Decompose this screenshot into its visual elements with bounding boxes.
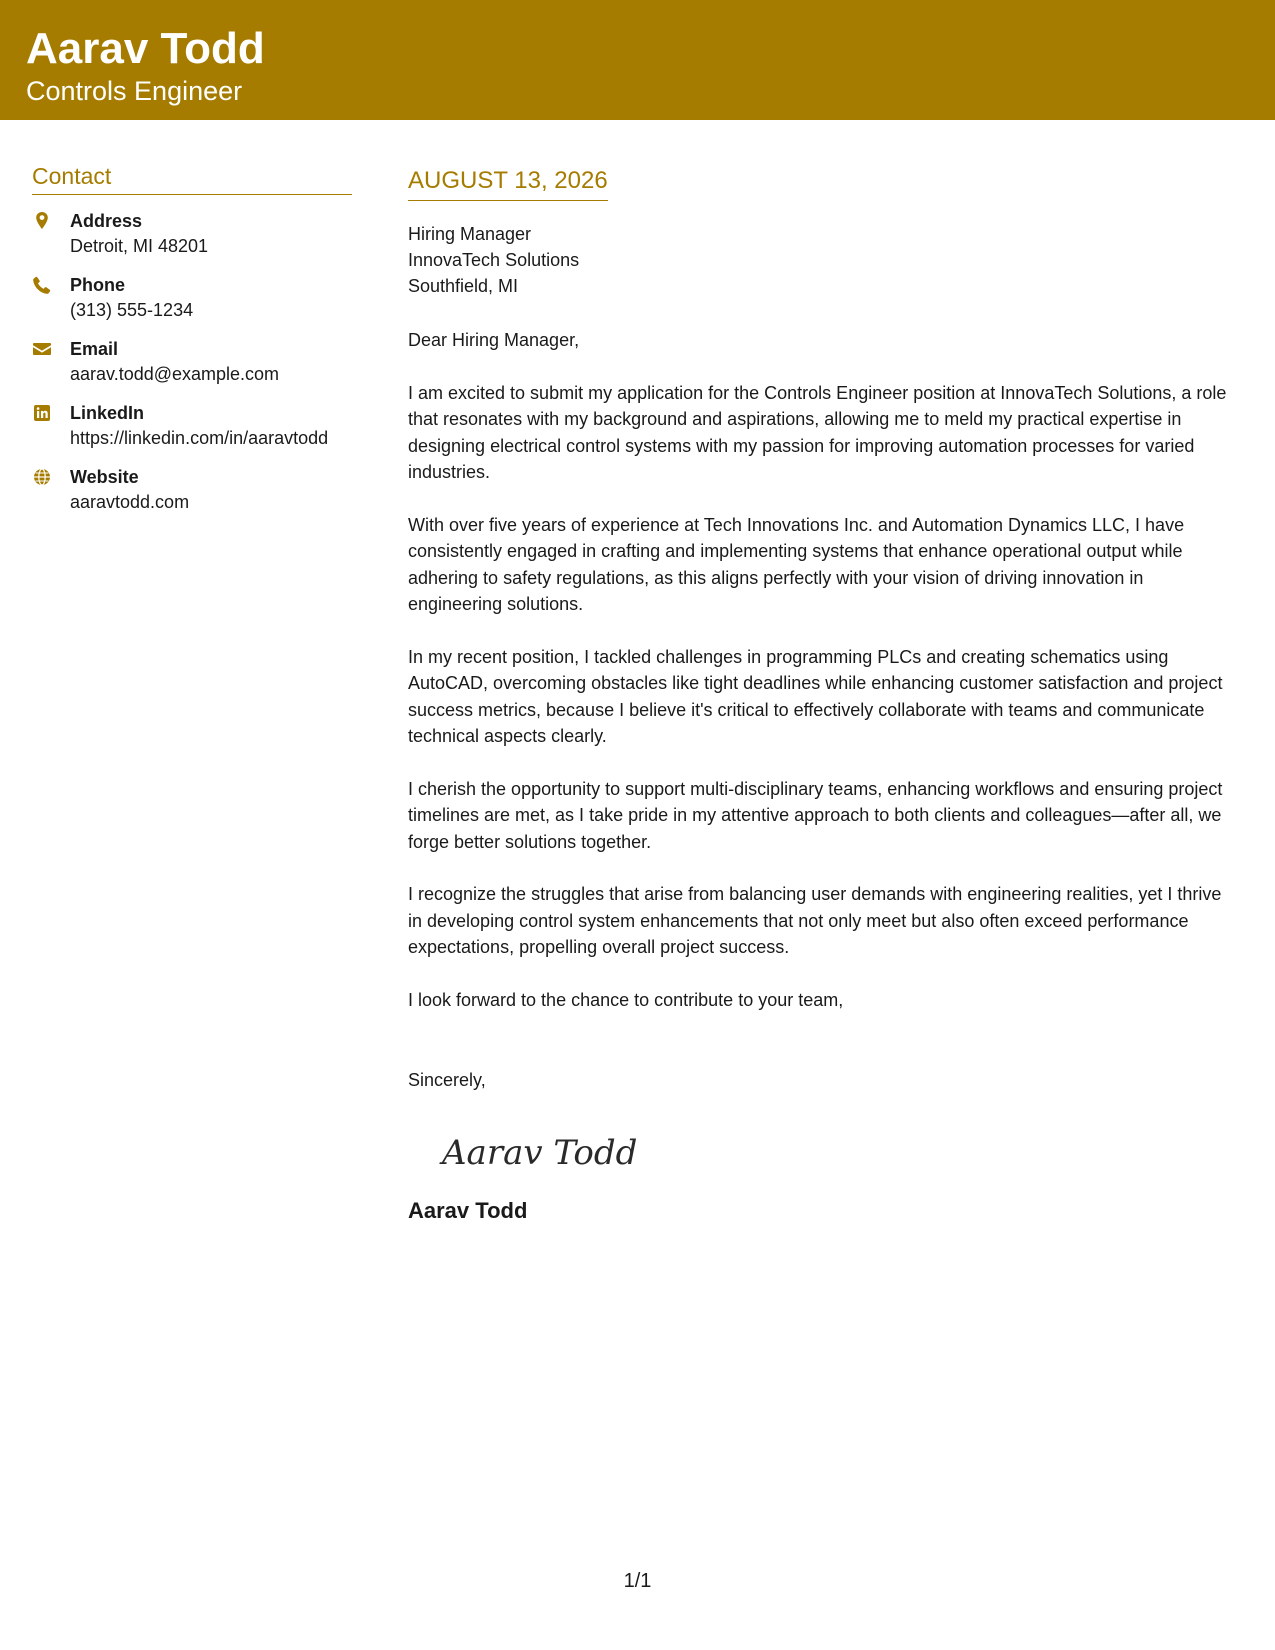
website-value[interactable]: aaravtodd.com — [70, 492, 190, 512]
recipient-location: Southfield, MI — [408, 276, 519, 296]
linkedin-value[interactable]: https://linkedin.com/in/aaravtodd — [70, 428, 329, 448]
letter-date: AUGUST 13, 2026 — [408, 166, 608, 201]
phone-icon — [32, 275, 54, 297]
email-label: Email — [70, 339, 119, 359]
applicant-title: Controls Engineer — [26, 76, 243, 106]
paragraph: I am excited to submit my application for the Controls Engineer position at InnovaTech Solutions, a role that resonates with my background and aspirations, allowing me to meld my practical expertise in designing electrical control systems with my passion for improving automation processes for varied industries. — [408, 382, 1227, 482]
paragraph: I cherish the opportunity to support multi-disciplinary teams, enhancing workflows and ensuring project timelines are met, as I take pride in my attentive approach to both clients and colleagues—after all, we forge better solutions together. — [408, 778, 1223, 852]
website-label: Website — [70, 467, 139, 487]
page-number: 1/1 — [623, 1570, 652, 1592]
linkedin-icon — [32, 403, 54, 425]
handwritten-signature — [438, 1120, 1240, 1180]
signature-text: Aarav Todd — [442, 1132, 638, 1173]
signer-name: Aarav Todd — [408, 1197, 528, 1223]
applicant-name: Aarav Todd — [26, 24, 265, 73]
closing-line: I look forward to the chance to contribute to your team, — [408, 989, 844, 1010]
paragraph: With over five years of experience at Tech Innovations Inc. and Automation Dynamics LLC, I have consistently engaged in crafting and implementing systems that enhance operational output while adhering to safety regulations, as this aligns perfectly with your vision of driving innovation in engineering solutions. — [408, 514, 1185, 614]
paragraph: In my recent position, I tackled challenges in programming PLCs and creating schematics using AutoCAD, overcoming obstacles like tight deadlines while enhancing customer satisfaction and project success metrics, because I believe it's critical to effectively collaborate with teams and communicate technical aspects clearly. — [408, 646, 1223, 746]
contact-website — [32, 465, 352, 515]
linkedin-label: LinkedIn — [70, 403, 145, 423]
contact-linkedin — [32, 401, 352, 451]
phone-label: Phone — [70, 275, 126, 295]
contact-email — [32, 337, 352, 387]
address-label: Address — [70, 211, 143, 231]
phone-value: (313) 555-1234 — [70, 300, 194, 320]
globe-icon — [32, 467, 54, 489]
contact-address — [32, 209, 352, 259]
address-value: Detroit, MI 48201 — [70, 236, 209, 256]
contact-sidebar — [32, 162, 352, 529]
recipient-company: InnovaTech Solutions — [408, 250, 580, 270]
map-pin-icon — [32, 211, 54, 233]
header-banner — [0, 0, 1275, 120]
contact-section-title: Contact — [32, 162, 352, 195]
paragraph: I recognize the struggles that arise from balancing user demands with engineering realities, yet I thrive in developing control system enhancements that not only meet but also often exceed performance expectations, propelling overall project success. — [408, 884, 1222, 957]
letter-body — [408, 166, 1240, 1224]
recipient-block — [408, 221, 1240, 299]
recipient-name: Hiring Manager — [408, 224, 532, 244]
signoff: Sincerely, — [408, 1070, 486, 1090]
email-value[interactable]: aarav.todd@example.com — [70, 364, 280, 384]
greeting: Dear Hiring Manager, — [408, 330, 580, 350]
contact-phone — [32, 273, 352, 323]
envelope-icon — [32, 339, 54, 361]
